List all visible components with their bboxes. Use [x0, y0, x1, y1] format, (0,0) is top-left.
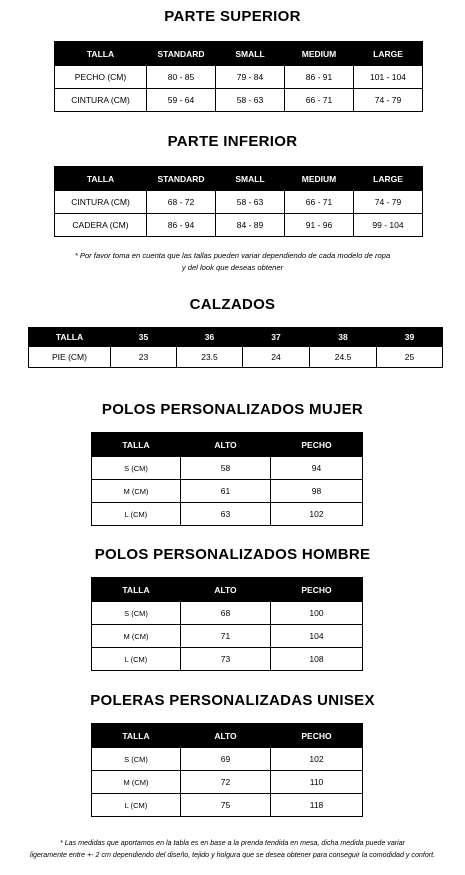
cell: 23.5 — [177, 347, 243, 368]
header-alto: ALTO — [181, 724, 271, 748]
cell: 100 — [271, 602, 363, 625]
table-row — [92, 480, 363, 503]
table-row — [92, 625, 363, 648]
header-medium: MEDIUM — [285, 42, 354, 66]
row-label: M (CM) — [92, 480, 181, 503]
title-polos-hombre: POLOS PERSONALIZADOS HOMBRE — [94, 546, 371, 563]
table-polos-hombre — [91, 577, 363, 671]
title-polos-mujer: POLOS PERSONALIZADOS MUJER — [101, 401, 364, 418]
header-alto: ALTO — [181, 578, 271, 602]
row-label: S (CM) — [92, 457, 181, 480]
cell: 86 - 91 — [285, 66, 354, 89]
row-label: S (CM) — [92, 602, 181, 625]
measurement-note-line-1: * Las medidas que aportamos en la tabla es en base a la prenda tendida en mesa, dicha medida puede variar — [59, 839, 406, 847]
row-label: PIE (CM) — [29, 347, 111, 368]
table-row — [92, 457, 363, 480]
cell: 110 — [271, 771, 363, 794]
header-standard: STANDARD — [147, 167, 216, 191]
cell: 66 - 71 — [285, 89, 354, 112]
table-calzados — [28, 327, 443, 368]
row-label: S (CM) — [92, 748, 181, 771]
table-row — [55, 191, 423, 214]
table-parte-superior — [54, 41, 423, 112]
table-row — [92, 748, 363, 771]
cell: 74 - 79 — [354, 89, 423, 112]
cell: 102 — [271, 503, 363, 526]
row-label: CINTURA (CM) — [55, 191, 147, 214]
table-row — [92, 503, 363, 526]
row-label: M (CM) — [92, 771, 181, 794]
cell: 61 — [181, 480, 271, 503]
cell: 69 — [181, 748, 271, 771]
header-talla: TALLA — [92, 578, 181, 602]
title-poleras-unisex: POLERAS PERSONALIZADAS UNISEX — [90, 692, 375, 709]
cell: 24 — [243, 347, 310, 368]
header-size-36: 36 — [177, 328, 243, 347]
table-parte-inferior — [54, 166, 423, 237]
header-talla: TALLA — [92, 724, 181, 748]
header-large: LARGE — [354, 42, 423, 66]
header-pecho: PECHO — [271, 724, 363, 748]
row-label: CINTURA (CM) — [55, 89, 147, 112]
cell: 104 — [271, 625, 363, 648]
cell: 118 — [271, 794, 363, 817]
table-row — [92, 794, 363, 817]
table-row — [92, 648, 363, 671]
header-size-39: 39 — [377, 328, 443, 347]
header-size-38: 38 — [310, 328, 377, 347]
row-label: L (CM) — [92, 648, 181, 671]
table-poleras-unisex — [91, 723, 363, 817]
cell: 108 — [271, 648, 363, 671]
table-row — [29, 347, 443, 368]
cell: 71 — [181, 625, 271, 648]
cell: 66 - 71 — [285, 191, 354, 214]
cell: 84 - 89 — [216, 214, 285, 237]
cell: 98 — [271, 480, 363, 503]
size-note-line-2: y del look que deseas obtener — [181, 263, 284, 272]
table-row — [55, 214, 423, 237]
cell: 74 - 79 — [354, 191, 423, 214]
size-note — [0, 250, 465, 274]
measurement-note — [0, 837, 465, 861]
header-large: LARGE — [354, 167, 423, 191]
row-label: M (CM) — [92, 625, 181, 648]
cell: 23 — [111, 347, 177, 368]
cell: 68 — [181, 602, 271, 625]
title-calzados: CALZADOS — [189, 296, 276, 313]
header-small: SMALL — [216, 167, 285, 191]
cell: 102 — [271, 748, 363, 771]
cell: 25 — [377, 347, 443, 368]
cell: 86 - 94 — [147, 214, 216, 237]
cell: 101 - 104 — [354, 66, 423, 89]
header-talla: TALLA — [92, 433, 181, 457]
header-small: SMALL — [216, 42, 285, 66]
cell: 58 - 63 — [216, 191, 285, 214]
table-row — [55, 66, 423, 89]
measurement-note-line-2: ligeramente entre +- 2 cm dependiendo del diseño, tejido y holgura que se desea obtener para conseguir la comodidad y confort. — [29, 851, 436, 859]
cell: 68 - 72 — [147, 191, 216, 214]
table-row — [55, 89, 423, 112]
header-medium: MEDIUM — [285, 167, 354, 191]
cell: 58 — [181, 457, 271, 480]
title-parte-inferior: PARTE INFERIOR — [167, 133, 298, 150]
cell: 91 - 96 — [285, 214, 354, 237]
row-label: L (CM) — [92, 503, 181, 526]
table-row — [92, 602, 363, 625]
row-label: PECHO (CM) — [55, 66, 147, 89]
row-label: CADERA (CM) — [55, 214, 147, 237]
header-pecho: PECHO — [271, 433, 363, 457]
cell: 79 - 84 — [216, 66, 285, 89]
header-talla: TALLA — [29, 328, 111, 347]
size-note-line-1: * Por favor toma en cuenta que las tallas pueden variar dependiendo de cada modelo de ropa — [74, 251, 391, 260]
row-label: L (CM) — [92, 794, 181, 817]
header-alto: ALTO — [181, 433, 271, 457]
header-size-37: 37 — [243, 328, 310, 347]
cell: 59 - 64 — [147, 89, 216, 112]
cell: 63 — [181, 503, 271, 526]
header-talla: TALLA — [55, 42, 147, 66]
header-pecho: PECHO — [271, 578, 363, 602]
title-parte-superior: PARTE SUPERIOR — [164, 8, 301, 25]
cell: 72 — [181, 771, 271, 794]
cell: 94 — [271, 457, 363, 480]
cell: 73 — [181, 648, 271, 671]
table-row — [92, 771, 363, 794]
cell: 58 - 63 — [216, 89, 285, 112]
header-standard: STANDARD — [147, 42, 216, 66]
table-polos-mujer — [91, 432, 363, 526]
cell: 80 - 85 — [147, 66, 216, 89]
header-talla: TALLA — [55, 167, 147, 191]
header-size-35: 35 — [111, 328, 177, 347]
cell: 99 - 104 — [354, 214, 423, 237]
cell: 24.5 — [310, 347, 377, 368]
cell: 75 — [181, 794, 271, 817]
